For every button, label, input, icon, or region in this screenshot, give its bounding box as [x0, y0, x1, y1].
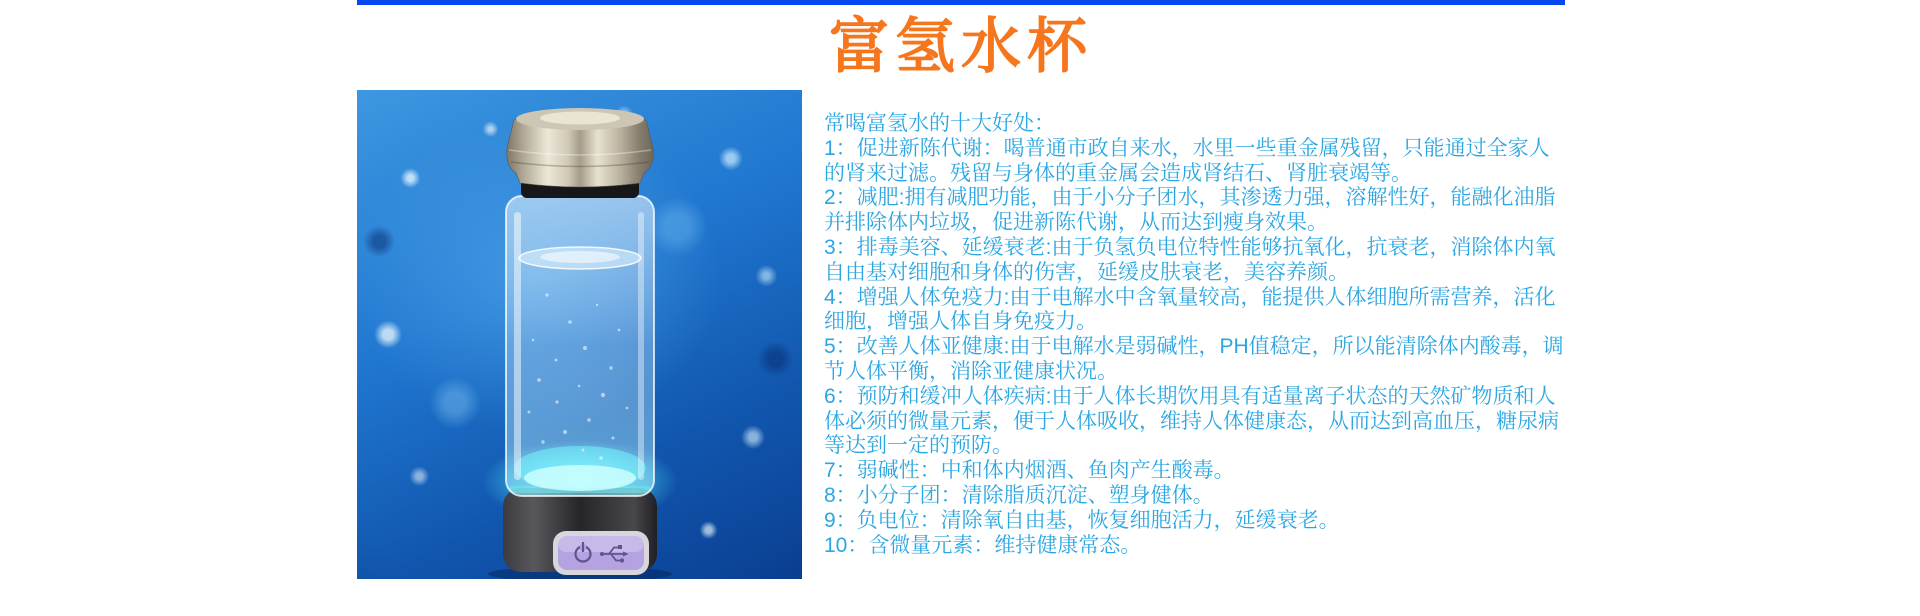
glass-body — [506, 196, 654, 496]
benefit-item-4: 4：增强人体免疫力:由于电解水中含氧量较高，能提供人体细胞所需营养，活化细胞，增强人体自身免疫力。 — [824, 285, 1556, 334]
benefit-item-9: 9：负电位：清除氧自由基，恢复细胞活力，延缓衰老。 — [824, 508, 1340, 532]
benefit-item-8: 8：小分子团：清除脂质沉淀、塑身健体。 — [824, 483, 1214, 507]
page-title: 富氢水杯 — [829, 13, 1093, 80]
benefits-text-block — [824, 112, 1565, 558]
benefit-item-10: 10：含微量元素：维持健康常态。 — [824, 533, 1142, 557]
benefit-item-3: 3：排毒美容、延缓衰老:由于负氢负电位特性能够抗氧化，抗衰老，消除体内氧自由基对细胞和身体的伤害，延缓皮肤衰老，美容养颜。 — [824, 235, 1556, 284]
benefit-item-6: 6：预防和缓冲人体疾病:由于人体长期饮用具有适量离子状态的天然矿物质和人体必须的微量元素，便于人体吸收，维持人体健康态，从而达到高血压，糖尿病等达到一定的预防。 — [824, 384, 1559, 458]
bottle-illustration — [357, 90, 802, 579]
power-button — [553, 531, 649, 575]
product-photo — [357, 90, 802, 579]
benefits-heading: 常喝富氢水的十大好处： — [824, 112, 1055, 135]
benefit-item-2: 2：减肥:拥有减肥功能，由于小分子团水，其渗透力强，溶解性好，能融化油脂并排除体内垃圾，促进新陈代谢，从而达到瘦身效果。 — [824, 186, 1556, 235]
water-surface — [519, 247, 641, 269]
benefit-item-7: 7：弱碱性：中和体内烟酒、鱼肉产生酸毒。 — [824, 459, 1235, 483]
bottle-cap — [507, 108, 654, 187]
benefit-item-1: 1：促进新陈代谢：喝普通市政自来水，水里一些重金属残留，只能通过全家人的肾来过滤。残留与身体的重金属会造成肾结石、肾脏衰竭等。 — [824, 136, 1550, 185]
top-accent-bar — [357, 0, 1565, 5]
benefit-item-5: 5：改善人体亚健康:由于电解水是弱碱性，PH值稳定，所以能清除体内酸毒，调节人体平衡，消除亚健康状况。 — [824, 335, 1564, 383]
